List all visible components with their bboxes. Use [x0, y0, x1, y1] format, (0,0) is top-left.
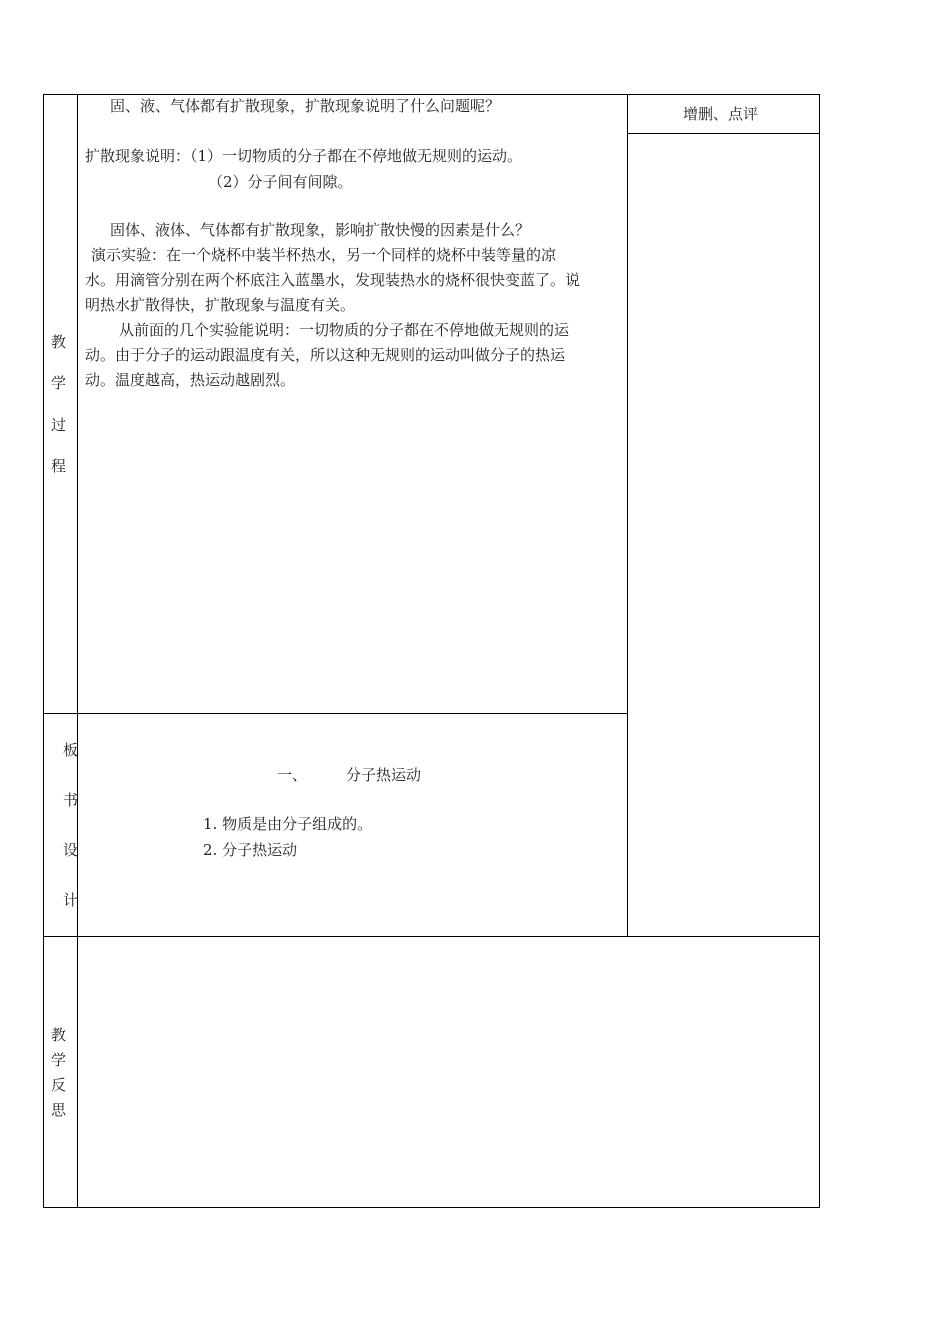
board-label-char-3: 设: [63, 841, 79, 859]
process-paragraph-3: 固体、液体、气体都有扩散现象，影响扩散快慢的因素是什么？: [110, 221, 531, 239]
process-paragraph-4-line-3: 明热水扩散得快，扩散现象与温度有关。: [85, 296, 356, 314]
process-label-char-1: 教: [51, 333, 67, 351]
board-item-1: 1. 物质是由分子组成的。: [203, 815, 373, 833]
process-label-char-3: 过: [51, 416, 67, 434]
board-label-char-2: 书: [63, 791, 79, 809]
reflection-label-char-4: 思: [51, 1101, 67, 1119]
process-paragraph-5-line-2: 动。由于分子的运动跟温度有关，所以这种无规则的运动叫做分子的热运: [85, 346, 566, 364]
comment-column-divider: [627, 94, 628, 937]
process-paragraph-4-line-1: 演示实验：在一个烧杯中装半杯热水，另一个同样的烧杯中装等量的凉: [91, 246, 557, 264]
process-paragraph-5-line-3: 动。温度越高，热运动越剧烈。: [85, 371, 296, 389]
process-board-divider: [43, 713, 628, 714]
board-reflection-divider: [43, 936, 820, 937]
reflection-label-char-2: 学: [51, 1051, 67, 1069]
process-label-char-2: 学: [51, 374, 67, 392]
process-paragraph-1: 固、液、气体都有扩散现象，扩散现象说明了什么问题呢？: [110, 97, 501, 115]
table-top-border: [43, 94, 820, 95]
board-item-2: 2. 分子热运动: [203, 841, 298, 859]
label-column-divider: [77, 94, 78, 1208]
board-label-char-1: 板: [63, 741, 79, 759]
process-label-char-4: 程: [51, 457, 67, 475]
process-paragraph-2a: 扩散现象说明：（1）一切物质的分子都在不停地做无规则的运动。: [85, 147, 523, 165]
table-right-border: [819, 94, 820, 1208]
reflection-label-char-3: 反: [51, 1076, 67, 1094]
comment-column-header: 增删、点评: [683, 105, 759, 123]
process-paragraph-2b: （2）分子间有间隙。: [208, 173, 353, 191]
table-left-border: [43, 94, 44, 1208]
process-paragraph-4-line-2: 水。用滴管分别在两个杯底注入蓝墨水，发现装热水的烧杯很快变蓝了。说: [85, 271, 581, 289]
process-paragraph-5-line-1: 从前面的几个实验能说明：一切物质的分子都在不停地做无规则的运: [119, 321, 570, 339]
board-heading-number: 一、: [277, 766, 308, 784]
board-label-char-4: 计: [63, 891, 79, 909]
board-heading-title: 分子热运动: [346, 766, 422, 784]
reflection-label-char-1: 教: [51, 1026, 67, 1044]
table-bottom-border: [43, 1207, 820, 1208]
right-header-divider: [627, 133, 820, 134]
